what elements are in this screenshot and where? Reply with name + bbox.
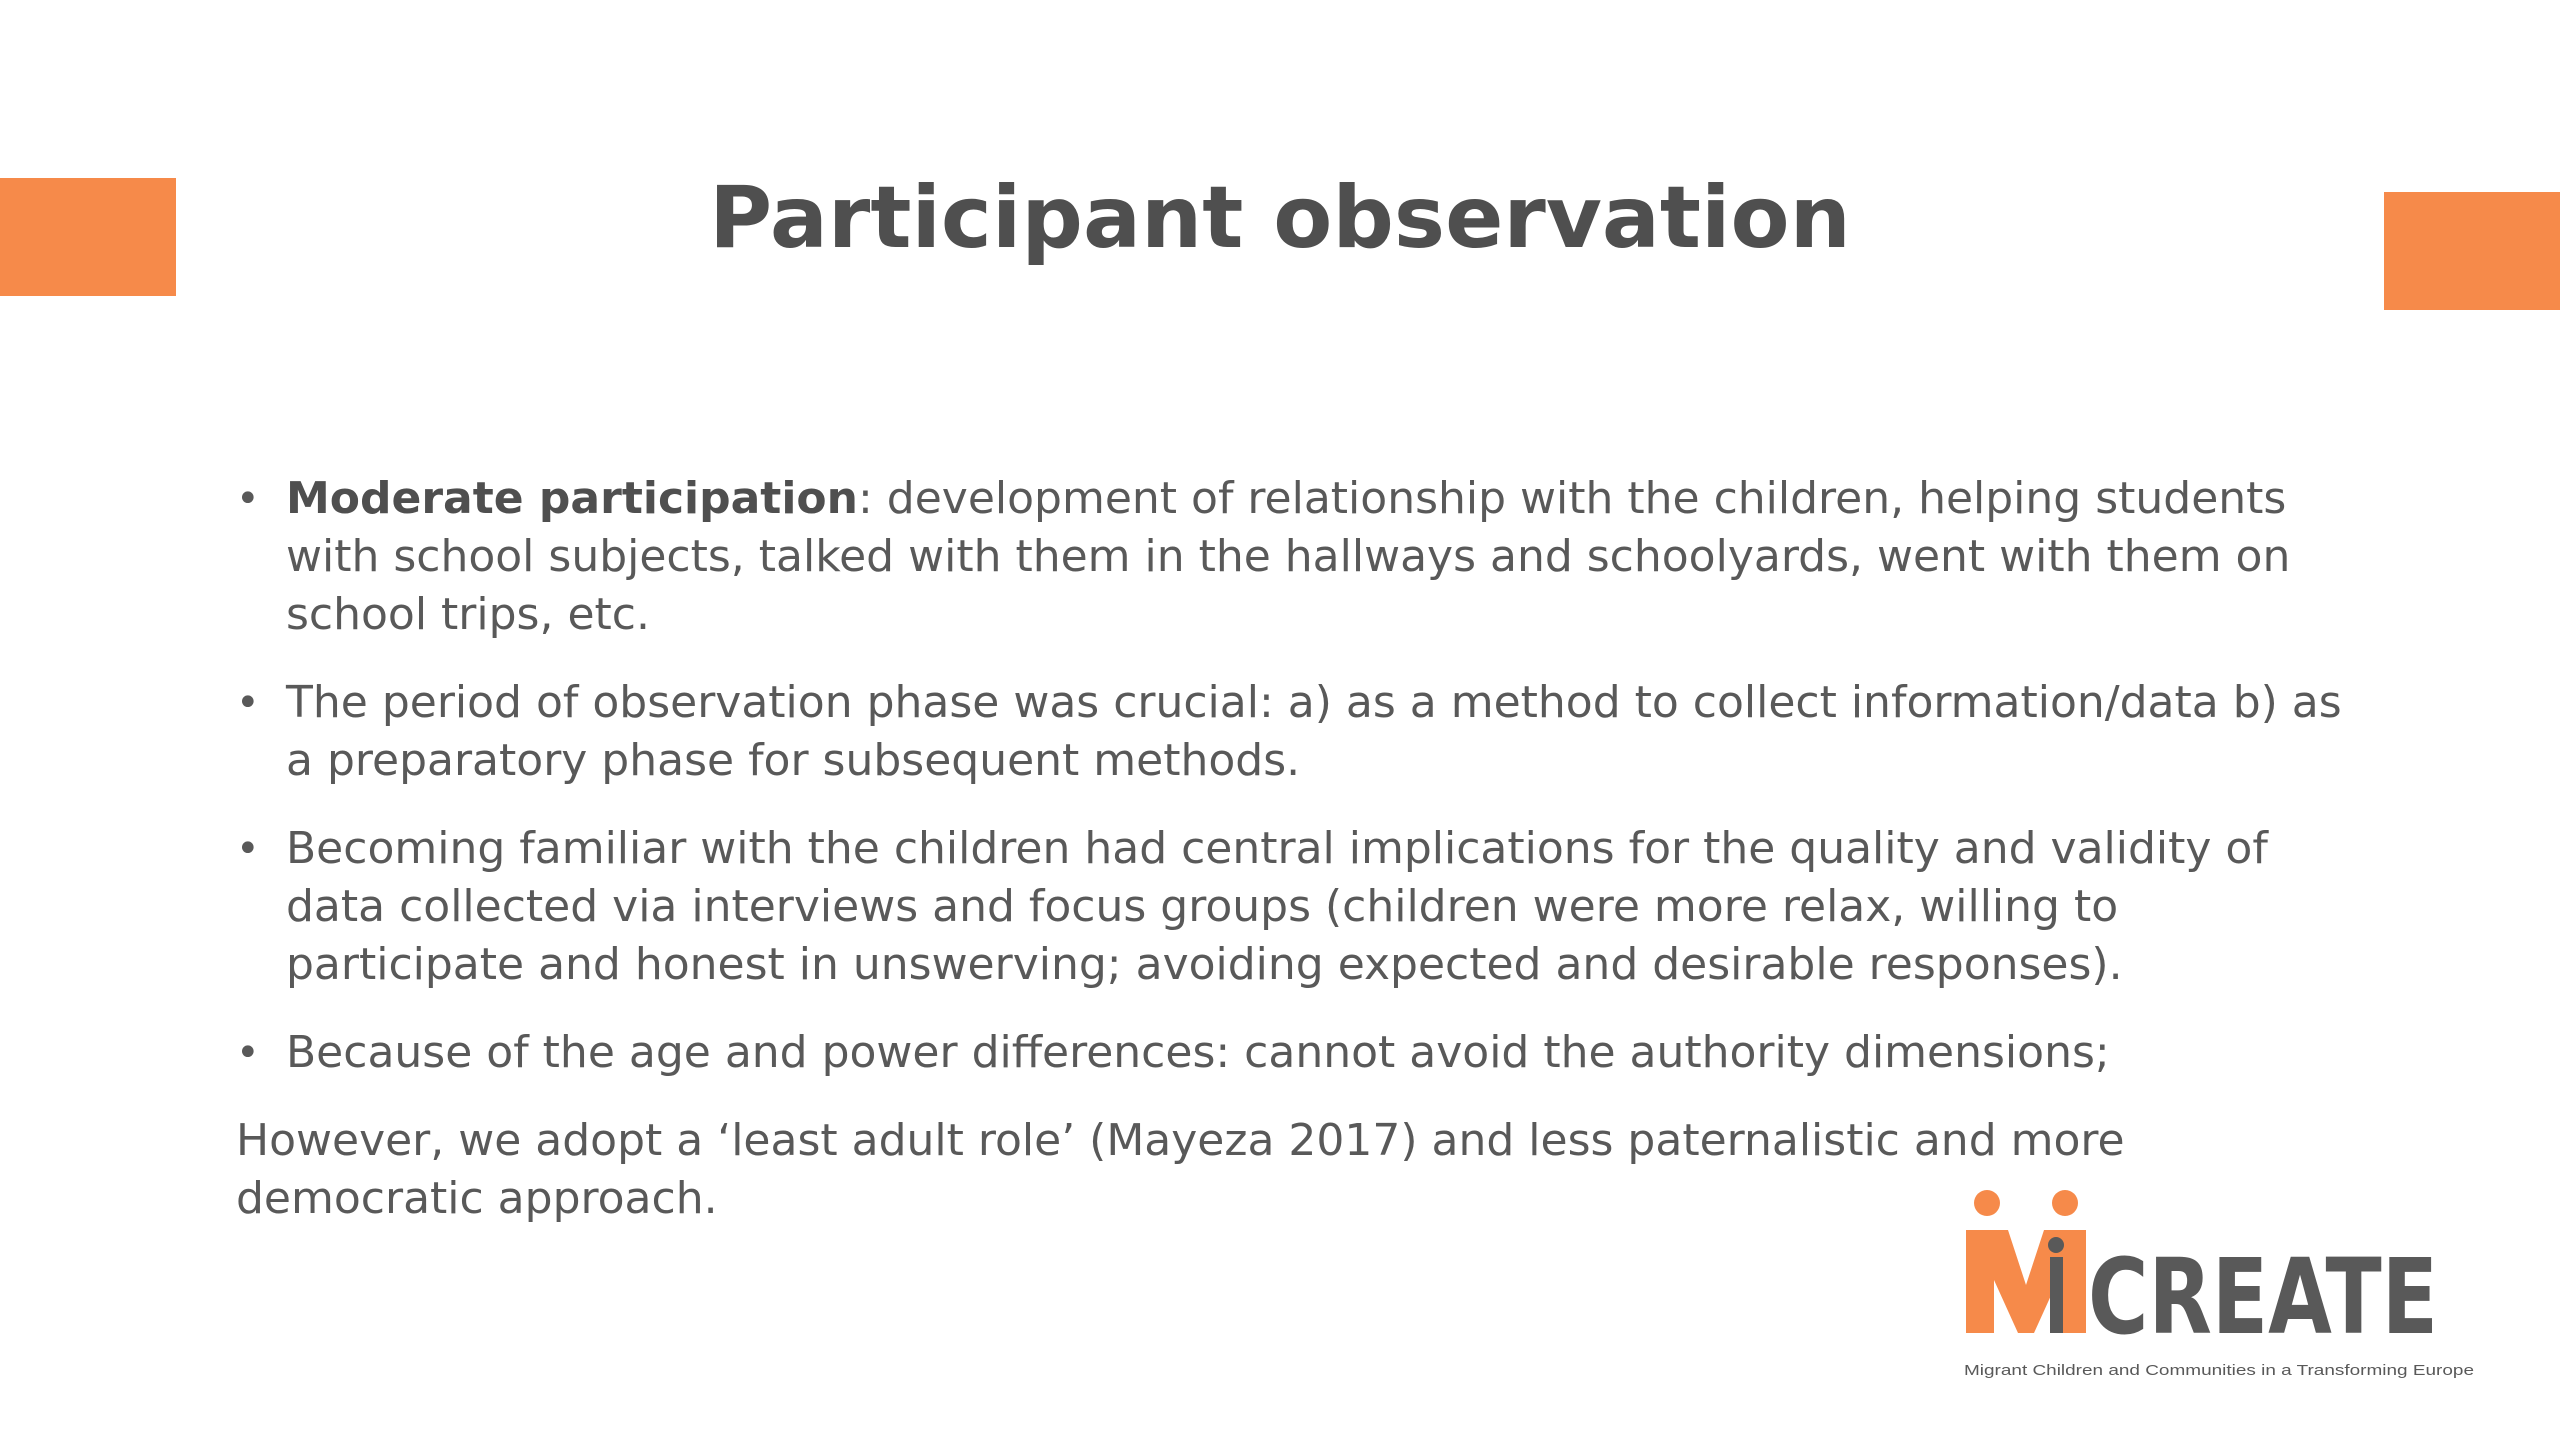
closing-paragraph: However, we adopt a ‘least adult role’ (Mayeza 2017) and less paternalistic and more democratic approach. <box>236 1115 2125 1224</box>
bullet-dot: • <box>236 1030 260 1076</box>
bullet-bold-lead: Moderate participation <box>286 473 858 524</box>
bullet-text: : development of relationship with the children, helping students with school subjects, talked with them in the hallways and schoolyards, went with them on school trips, etc. <box>286 473 2291 640</box>
bullet-dot: • <box>236 680 260 726</box>
slide-content <box>236 470 2346 1228</box>
slide-title: Participant observation <box>709 168 1851 268</box>
bullet-dot: • <box>236 826 260 872</box>
logo-wordmark: CREATE <box>2088 1236 2438 1358</box>
bullet-text: Becoming familiar with the children had central implications for the quality and validity of data collected via interviews and focus groups (children were more relax, willing to participate and honest in unswerving; avoiding expected and desirable responses). <box>286 823 2268 990</box>
bullet-text: Because of the age and power differences: cannot avoid the authority dimensions; <box>286 1027 2110 1078</box>
logo-tagline: Migrant Children and Communities in a Transforming Europe <box>1964 1362 2474 1379</box>
bullet-text: The period of observation phase was crucial: a) as a method to collect information/data b) as a preparatory phase for subsequent methods. <box>286 677 2342 786</box>
bullet-item <box>236 820 2346 994</box>
micreate-logo <box>1962 1185 2482 1385</box>
logo-figure-icon <box>1966 1190 2086 1333</box>
bullet-list <box>236 470 2346 1082</box>
bullet-item <box>236 1024 2346 1082</box>
bullet-item <box>236 470 2346 644</box>
bullet-item <box>236 674 2346 790</box>
bullet-dot: • <box>236 476 260 522</box>
